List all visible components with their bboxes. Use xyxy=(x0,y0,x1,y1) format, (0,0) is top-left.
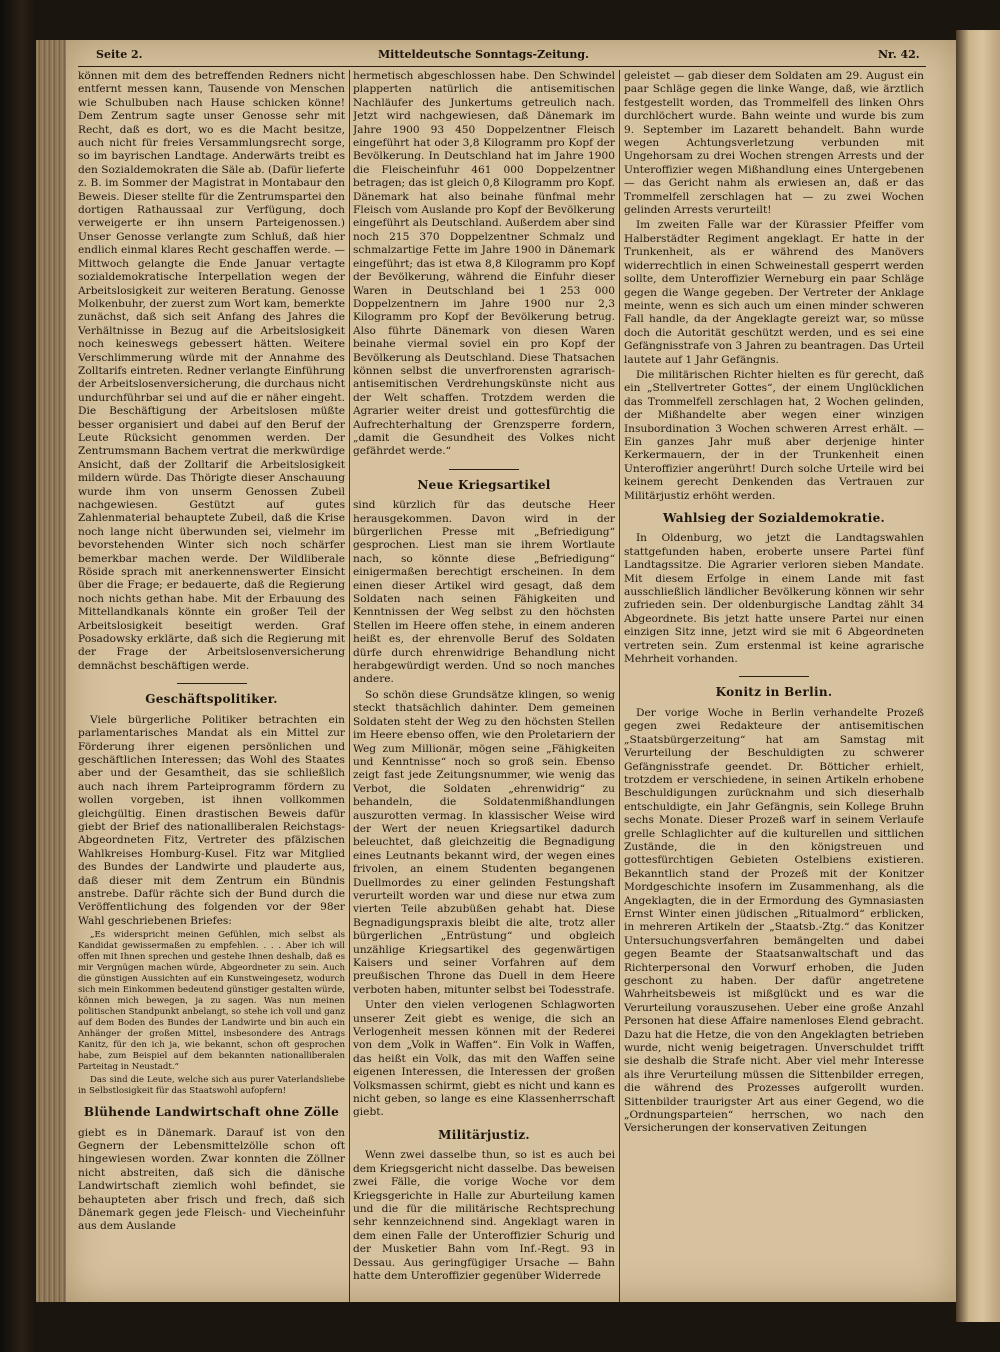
article-text: Die militärischen Richter hielten es für gerecht, daß ein „Stellvertreter Gottes“, der einem Unglücklichen das Trommelfell zerschlagen hat, 2 Wochen gelinden, der Mißhandelte aber wegen einer winzigen Insubordination 3 Wochen schweren Arrest erhält. — Ein ganzes Jahr muß aber derjenige hinter Kerkermauern, der in der Trunkenheit einen Unteroffizier angerührt! Durch solche Urteile wird bei keinem gerecht Denkenden das Vertrauen zur Militärjustiz erhöht werden. xyxy=(624,368,924,502)
article-text: In Oldenburg, wo jetzt die Landtagswahlen stattgefunden haben, eroberte unsere Partei fünf Landtagssitze. Die Agrarier verloren sieben Mandate. Mit diesem Erfolge in einem Lande mit fast ausschließlich ländlicher Bevölkerung können wir sehr zufrieden sein. Der oldenburgische Landtag zählt 34 Abgeordnete. Bis jetzt hatte unsere Partei nur einen einzigen Sitz inne, jetzt wird sie mit 6 Abgeordneten vertreten sein. Zum erstenmal ist keine agrarische Mehrheit vorhanden. xyxy=(624,532,924,666)
column-rule xyxy=(349,70,350,1302)
section-divider xyxy=(739,676,809,677)
article-heading: Neue Kriegsartikel xyxy=(417,477,551,492)
page-header xyxy=(78,48,926,64)
article-text: Im zweiten Falle war der Kürassier Pfeiffer vom Halberstädter Regiment angeklagt. Er hatte in der Trunkenheit, als er während des Manövers widerrechtlich in einen Schweinestall gesperrt werden sollte, dem Unteroffizier Werneburg ein paar Schläge gegen die Wange gegeben. Der Vertreter der Anklage meinte, wenn es sich auch um einen minder schweren Fall handle, da der Angeklagte gereizt war, so müsse doch die Autorität geschützt werden, und es sei eine Gefängnisstrafe von 3 Jahren zu beantragen. Das Urteil lautete auf 1 Jahr Gefängnis. xyxy=(624,219,924,366)
article-heading: Militärjustiz. xyxy=(438,1127,530,1142)
quoted-letter: „Es widerspricht meinen Gefühlen, mich selbst als Kandidat gewissermaßen zu empfehlen. . . . Aber ich will offen mit Ihnen sprechen und gestehe Ihnen deshalb, daß es mir Vergnügen machen würde, Abgeordneter zu sein. Auch die günstigen Aussichten auf ein Kunstweingesetz, wodurch sich mein Einkommen bedeutend günstiger gestalten würde, können mich bewegen, ja zu sagen. Was nun meinen politischen Standpunkt anbelangt, so stehe ich voll und ganz auf dem Boden des Bundes der Landwirte und bin auch ein Anhänger der großen Mittel, insbesondere des Antrags Kanitz, für den ich ja, wie bekannt, schon oft gesprochen habe, zum Beispiel auf dem bekannten nationalliberalen Parteitag in Neustadt.“ xyxy=(78,930,345,1073)
article-text: sind kürzlich für das deutsche Heer herausgekommen. Davon wird in der bürgerlichen Presse mit „Befriedigung“ gesprochen. Liest man sie ihrem Wortlaute nach, so könnte diese „Befriedigung“ einigermaßen berechtigt erscheinen. In dem einen dieser Artikel wird gesagt, daß dem Soldaten nach seinen Fähigkeiten und Kenntnissen der Weg selbst zu den höchsten Stellen im Heere offen stehe, in einem anderen heißt es, der ehrenvolle Beruf des Soldaten dürfe durch ehrenwidrige Behandlung nicht herabgewürdigt werden. Und so noch manches andere. xyxy=(353,499,615,686)
article-text: geleistet — gab dieser dem Soldaten am 29. August ein paar Schläge gegen die linke Wange, daß, wie ärztlich festgestellt worden, das Trommelfell des linken Ohrs durchlöchert wurde. Bahn weinte und wurde bis zum 9. September im Lazarett behandelt. Bahn wurde wegen Achtungsverletzung verbunden mit Ungehorsam zu drei Wochen strengen Arrests und der Unteroffizier wegen Mißhandlung eines Untergebenen — das Gericht nahm als erwiesen an, daß er das Trommelfell zerschlagen hat — zu zwei Wochen gelinden Arrests verurteilt! xyxy=(624,70,924,217)
column-3 xyxy=(624,70,924,1302)
article-heading: Konitz in Berlin. xyxy=(715,685,833,700)
column-rule xyxy=(619,70,620,1302)
newspaper-title: Mitteldeutsche Sonntags-Zeitung. xyxy=(378,48,589,61)
article-heading: Blühende Landwirtschaft ohne Zölle xyxy=(83,1105,340,1120)
article-text: So schön diese Grundsätze klingen, so wenig steckt thatsächlich dahinter. Dem gemeinen Soldaten steht der Weg zu den höchsten Stellen im Heere ebenso offen, wie den Proletariern der Weg zum Millionär, mögen seine „Fähigkeiten und Kenntnisse“ noch so groß sein. Ebenso zeigt fast jede Zeitungsnummer, wie wenig das Verbot, die Soldaten „ehrenwidrig“ zu behandeln, die Soldatenmißhandlungen auszurotten vermag. In klassischer Weise wird der Wert der neuen Kriegsartikel dadurch beleuchtet, daß gleichzeitig die Begnadigung eines Leutnants bekannt wird, der wegen eines frivolen, an einem Studenten begangenen Duellmordes zu einer gelinden Festungshaft verurteilt worden war und diese nur etwa zum vierten Teile abzubüßen gehabt hat. Diese Begnadigungspraxis bleibt die alte, trotz aller bürgerlichen „Entrüstung“ und obgleich unzählige Kriegsartikel des gegenwärtigen Kaisers und seiner Vorfahren auf dem preußischen Throne das Duell in dem Heere verboten haben, mitunter selbst bei Todesstrafe. xyxy=(353,688,615,996)
issue-number: Nr. 42. xyxy=(878,48,920,61)
article-heading: Wahlsieg der Sozialdemokratie. xyxy=(663,511,885,525)
article-heading: Geschäftspolitiker. xyxy=(145,692,278,707)
column-1 xyxy=(78,70,345,1302)
article-text: können mit dem des betreffenden Redners nicht entfernt messen kann, Tausende von Menschen wie Schulbuben nach Hause schicken könne! Dem Zentrum sagte unser Genosse sehr mit Recht, daß es dort, wo es die Macht besitze, auch nicht für freies Versammlungsrecht sorge, so im bayrischen Landtage. Anderwärts treibt es den Sozialdemokraten die Säle ab. (Dafür lieferte z. B. im Sommer der Magistrat in Montabaur den Beweis. Dieser stellte für die Zentrumspartei den dortigen Rathaussaal zur Verfügung, doch verweigerte er ihn unsern Parteigenossen.) Unser Genosse verlangte zum Schluß, daß hier endlich einmal klares Recht geschaffen werde. — Mittwoch gelangte die Ende Januar vertagte sozialdemokratische Interpellation wegen der Arbeitslosigkeit zur weiteren Beratung. Genosse Molkenbuhr, der zuerst zum Wort kam, bemerkte zunächst, daß sich seit Anfang des Jahres die Verhältnisse in Bezug auf die Arbeitslosigkeit noch keineswegs gebessert hätten. Weitere Verschlimmerung würde mit der Annahme des Zolltarifs eintreten. Redner verlangte Einführung der Arbeitslosenversicherung, die durchaus nicht undurchführbar sei und auf die er näher eingeht. Die Beschäftigung der Arbeitslosen müßte besser organisiert und dabei auf den Beruf der Leute Rücksicht genommen werden. Der Zentrumsmann Bachem vertrat die merkwürdige Ansicht, daß der Zolltarif die Arbeitslosigkeit mildern würde. Das Thörigte dieser Anschauung wurde ihm von unserm Genossen Zubeil nachgewiesen. Gestützt auf gutes Zahlenmaterial behauptete Zubeil, daß die Krise noch lange nicht überwunden sei, vielmehr im bevorstehenden Winter sich noch schärfer bemerkbar machen werde. Der Wildliberale Röside sprach mit anerkennenswerter Einsicht über die Frage; er bedauerte, daß die Regierung noch nichts gethan habe. Mit der Erbauung des Mittellandkanals könnte ein großer Teil der Arbeitslosigkeit beseitigt werden. Graf Posadowsky erklärte, daß sich die Regierung mit der Frage der Arbeitslosenversicherung demnächst beschäftigen werde. xyxy=(78,70,345,672)
article-text: Wenn zwei dasselbe thun, so ist es auch bei dem Kriegsgericht nicht dasselbe. Das beweisen zwei Fälle, die vorige Woche vor dem Kriegsgerichte in Halle zur Aburteilung kamen und die für die militärische Rechtsprechung sehr kennzeichnend sind. Angeklagt waren in dem einen Falle der Unteroffizier Schurig und der Musketier Bahn vom Inf.-Regt. 93 in Dessau. Aus geringfügiger Ursache — Bahn hatte dem Unteroffizier gegenüber Widerrede xyxy=(353,1149,615,1282)
article-text: Der vorige Woche in Berlin verhandelte Prozeß gegen zwei Redakteure der antisemitischen „Staatsbürgerzeitung“ hat am Samstag mit Verurteilung der Beschuldigten zu schwerer Gefängnisstrafe geendet. Dr. Bötticher erhielt, trotzdem er verschiedene, in seinen Artikeln erhobene Beschuldigungen zurücknahm und sich dieserhalb entschuldigte, ein Jahr Gefängnis, sein Kollege Bruhn sechs Monate. Dieser Prozeß warf in seinem Verlaufe grelle Schlaglichter auf die kulturellen und sittlichen Zustände, die in den königstreuen und gottesfürchtigen Gebieten Ostelbiens existieren. Bekanntlich stand der Prozeß mit der Konitzer Mordgeschichte insofern im Zusammenhang, als die Angeklagten, die in der Ermordung des Gymnasiasten Ernst Winter einen jüdischen „Ritualmord“ erblicken, in mehreren Artikeln der „Staatsb.-Ztg.“ das Konitzer Untersuchungsverfahren bemängelten und dabei gegen Beamte der Staatsanwaltschaft und das Richterpersonal den Vorwurf erhoben, die Juden geschont zu haben. Der dafür angetretene Wahrheitsbeweis ist mißglückt und es war die Verurteilung vorauszusehen. Ueber eine große Anzahl Personen hat diese Affaire namenloses Elend gebracht. Dazu hat die Hetze, die von den Angeklagten betrieben wurde, nicht wenig beigetragen. Unverschuldet trifft sie deshalb die Strafe nicht. Aber viel mehr Interesse als ihre Verurteilung müssen die Sittenbilder erregen, die während des Prozesses aufgerollt wurden. Sittenbilder traurigster Art aus einer Gegend, wo die „Ordnungsparteien“ herrschen, wo nach den Versicherungen der konservativen Zeitungen xyxy=(624,706,924,1135)
page-label: Seite 2. xyxy=(96,48,143,61)
column-2 xyxy=(353,70,615,1302)
article-text: Das sind die Leute, welche sich aus purer Vaterlandsliebe in Selbstlosigkeit für das Staatswohl aufopfern! xyxy=(78,1075,345,1097)
header-rule xyxy=(78,66,926,67)
section-divider xyxy=(177,683,247,684)
article-text: Viele bürgerliche Politiker betrachten ein parlamentarisches Mandat als ein Mittel zur Förderung ihrer eigenen persönlichen und geschäftlichen Interessen; das Wohl des Staates aber und der Gesamtheit, das sie schließlich auch nach ihrem Parteiprogramm fördern zu wollen vorgeben, ist ihnen vollkommen gleichgültig. Einen drastischen Beweis dafür giebt der Brief des nationalliberalen Reichstags-Abgeordneten Fitz, Vertreter des pfälzischen Wahlkreises Homburg-Kusel. Fitz war Mitglied des Bundes der Landwirte und plauderte aus, daß dieser mit dem Zentrum ein Bündnis anstrebe. Dafür rächte sich der Bund durch die Veröffentlichung des folgenden vor der 98er Wahl geschriebenen Briefes: xyxy=(78,713,345,927)
page-edges xyxy=(36,40,66,1302)
article-text: Unter den vielen verlogenen Schlagworten unserer Zeit giebt es wenige, die sich an Verlogenheit messen können mit der Rederei von dem „Volk in Waffen“. Ein Volk in Waffen, das heißt ein Volk, das mit den Waffen seine eigenen Interessen, die Interessen der großen Volksmassen schirmt, giebt es nicht und kann es nicht geben, so lange es eine Klassenherrschaft giebt. xyxy=(353,999,615,1119)
article-text: hermetisch abgeschlossen habe. Den Schwindel plapperten natürlich die antisemitischen Nachläufer des Junkertums getreulich nach. Jetzt wird nachgewiesen, daß Dänemark im Jahre 1900 93 450 Doppelzentner Fleisch eingeführt hat oder 3,8 Kilogramm pro Kopf der Bevölkerung. In Deutschland hat im Jahre 1900 die Fleischeinfuhr 461 000 Doppelzentner betragen; das ist gleich 0,8 Kilogramm pro Kopf. Dänemark hat also beinahe fünfmal mehr Fleisch vom Auslande pro Kopf der Bevölkerung eingeführt als Deutschland. Außerdem aber sind noch 215 370 Doppelzentner Schmalz und schmalzartige Fette im Jahre 1900 in Dänemark eingeführt; das ist etwa 8,8 Kilogramm pro Kopf der Bevölkerung, während die Einfuhr dieser Waren in Deutschland bei 1 253 000 Doppelzentnern im Jahre 1900 nur 2,3 Kilogramm pro Kopf der Bevölkerung betrug. Also führte Dänemark von diesen Waren beinahe viermal soviel ein pro Kopf der Bevölkerung als Deutschland. Diese Thatsachen können selbst die unverfrorensten agrarisch-antisemitischen Verdrehungskünste nicht aus der Welt schaffen. Trotzdem werden die Agrarier weiter dreist und gottesfürchtig die Aufrechterhaltung der Grenzsperre fordern, „damit die Gesundheit des Volkes nicht gefährdet werde.“ xyxy=(353,70,615,458)
facing-page-edge xyxy=(956,30,1000,1322)
section-divider xyxy=(449,469,519,470)
book-binding xyxy=(0,0,36,1352)
article-text: giebt es in Dänemark. Darauf ist von den Gegnern der Lebensmittelzölle schon oft hingewiesen worden. Zwar konnten die Zöllner nicht abstreiten, daß sich die dänische Landwirtschaft ziemlich wohl befindet, sie behaupteten aber frisch und frech, daß sich Dänemark gegen jede Fleisch- und Viecheinfuhr aus dem Auslande xyxy=(78,1126,345,1233)
